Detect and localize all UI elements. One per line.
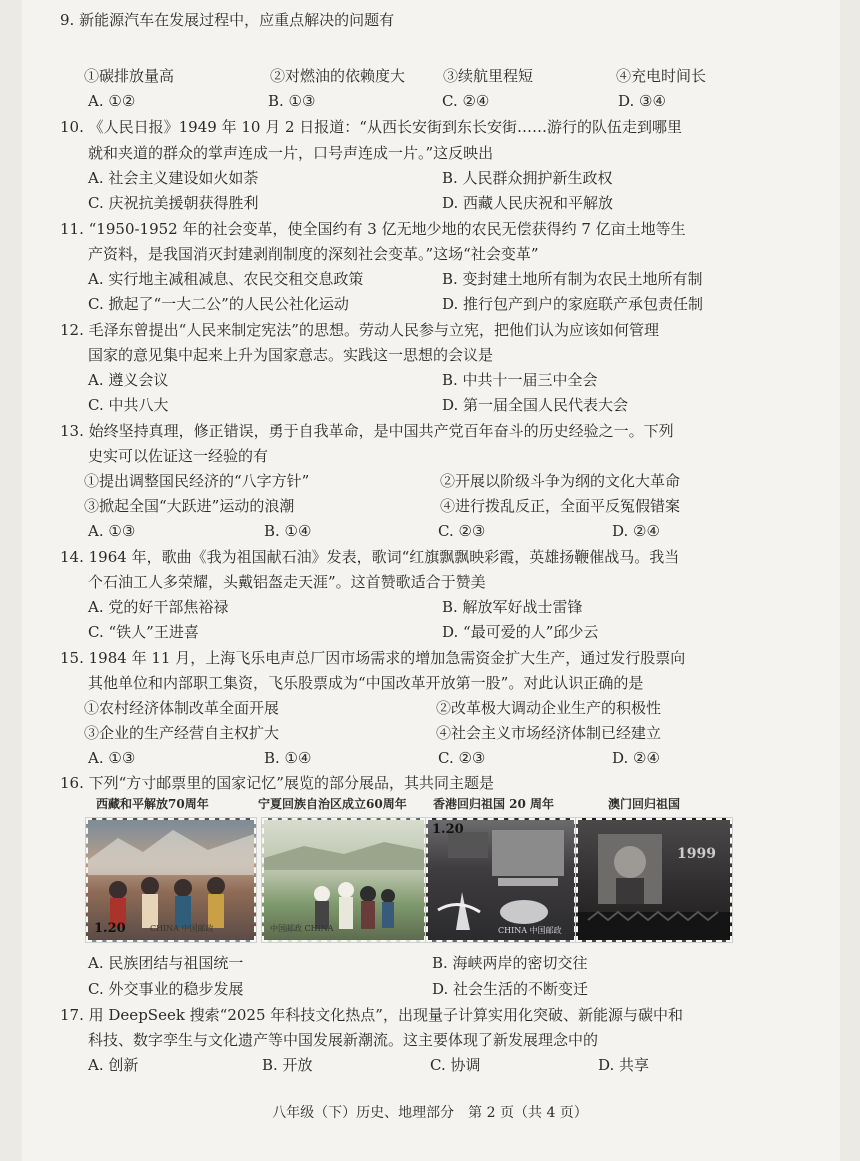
q17-option-a: A. 创新	[88, 1056, 139, 1074]
stamp-ningxia-mark: 中国邮政 CHINA	[270, 924, 334, 933]
question-11-stem: 11. “1950-1952 年的社会变革，使全国约有 3 亿无地少地的农民无偿获得约 7 亿亩土地等生	[60, 220, 686, 238]
q9-item-1: ①碳排放量高	[84, 67, 175, 85]
stamp-caption-hongkong: 香港回归祖国 20 周年	[433, 797, 555, 811]
question-13-stem: 13. 始终坚持真理，修正错误，勇于自我革命，是中国共产党百年奋斗的历史经验之一。下列	[60, 422, 674, 440]
stamp-hongkong-denomination: 1.20	[432, 822, 464, 837]
q17-option-d: D. 共享	[598, 1056, 650, 1074]
stamp-hongkong-image	[426, 818, 576, 942]
q10-option-a: A. 社会主义建设如火如荼	[88, 169, 259, 187]
question-16-stem: 16. 下列“方寸邮票里的国家记忆”展览的部分展品，其共同主题是	[60, 774, 494, 792]
q14-option-c: C. “铁人”王进喜	[88, 623, 199, 641]
q12-option-b: B. 中共十一届三中全会	[442, 371, 598, 389]
q12-option-d: D. 第一届全国人民代表大会	[442, 396, 629, 414]
q11-stem-line-2: 产资料，是我国消灭封建剥削制度的深刻社会变革。”这场“社会变革”	[88, 245, 539, 263]
q11-option-b: B. 变封建土地所有制为农民土地所有制	[442, 270, 703, 288]
q10-option-d: D. 西藏人民庆祝和平解放	[442, 194, 614, 212]
q15-item-2: ②改革极大调动企业生产的积极性	[436, 699, 662, 717]
q13-option-c: C. ②③	[438, 522, 486, 540]
q13-item-1: ①提出调整国民经济的“八字方针”	[84, 472, 310, 490]
q9-option-b: B. ①③	[268, 92, 316, 110]
q9-option-d: D. ③④	[618, 92, 666, 110]
q13-item-3: ③掀起全国“大跃进”运动的浪潮	[84, 497, 295, 515]
question-12-stem: 12. 毛泽东曾提出“人民来制定宪法”的思想。劳动人民参与立宪，把他们认为应该如何管理	[60, 321, 659, 339]
stamp-tibet-image	[86, 818, 256, 942]
q11-option-c: C. 掀起了“一大二公”的人民公社化运动	[88, 295, 349, 313]
q15-item-1: ①农村经济体制改革全面开展	[84, 699, 280, 717]
q15-option-b: B. ①④	[264, 749, 312, 767]
q17-stem-line-2: 科技、数字孪生与文化遗产等中国发展新潮流。这主要体现了新发展理念中的	[88, 1031, 599, 1049]
question-15-stem: 15. 1984 年 11 月，上海飞乐电声总厂因市场需求的增加急需资金扩大生产，通过发行股票向	[60, 649, 686, 667]
question-14-stem: 14. 1964 年，歌曲《我为祖国献石油》发表，歌词“红旗飘飘映彩霞，英雄扬鞭催战马。我当	[60, 548, 680, 566]
q13-item-2: ②开展以阶级斗争为纲的文化大革命	[440, 472, 681, 490]
q14-option-a: A. 党的好干部焦裕禄	[88, 598, 229, 616]
q15-option-a: A. ①③	[88, 749, 136, 767]
q10-stem-line-2: 就和夹道的群众的掌声连成一片，口号声连成一片。”这反映出	[88, 144, 494, 162]
q15-option-d: D. ②④	[612, 749, 660, 767]
q15-item-4: ④社会主义市场经济体制已经建立	[436, 724, 662, 742]
q14-option-d: D. “最可爱的人”邱少云	[442, 623, 599, 641]
stamp-caption-macau: 澳门回归祖国	[608, 797, 681, 811]
q12-option-a: A. 遵义会议	[88, 371, 169, 389]
q13-option-b: B. ①④	[264, 522, 312, 540]
q15-stem-line-2: 其他单位和内部职工集资，飞乐股票成为“中国改革开放第一股”。对此认识正确的是	[88, 674, 644, 692]
stamp-tibet-denomination: 1.20	[94, 921, 126, 936]
q9-item-4: ④充电时间长	[616, 67, 707, 85]
q13-option-d: D. ②④	[612, 522, 660, 540]
q16-option-b: B. 海峡两岸的密切交往	[432, 954, 588, 972]
q13-stem-line-2: 史实可以佐证这一经验的有	[88, 447, 269, 465]
stamp-macau-year: 1999	[677, 846, 716, 862]
q14-option-b: B. 解放军好战士雷锋	[442, 598, 583, 616]
stamp-caption-ningxia: 宁夏回族自治区成立60周年	[258, 797, 407, 811]
q12-option-c: C. 中共八大	[88, 396, 169, 414]
q16-option-a: A. 民族团结与祖国统一	[88, 954, 244, 972]
stamp-tibet-mark: CHINA 中国邮政	[150, 924, 214, 933]
stamp-hongkong-mark: CHINA 中国邮政	[498, 926, 562, 935]
q10-option-b: B. 人民群众拥护新生政权	[442, 169, 613, 187]
q15-item-3: ③企业的生产经营自主权扩大	[84, 724, 280, 742]
stamp-ningxia-image	[262, 818, 426, 942]
q11-option-a: A. 实行地主减租减息、农民交租交息政策	[88, 270, 364, 288]
q11-option-d: D. 推行包产到户的家庭联产承包责任制	[442, 295, 704, 313]
stamp-macau-image	[576, 818, 732, 942]
q15-option-c: C. ②③	[438, 749, 486, 767]
stamp-caption-tibet: 西藏和平解放70周年	[96, 797, 209, 811]
q17-option-b: B. 开放	[262, 1056, 313, 1074]
q16-option-d: D. 社会生活的不断变迁	[432, 980, 589, 998]
question-9-stem: 9. 新能源汽车在发展过程中，应重点解决的问题有	[60, 11, 395, 29]
q9-option-a: A. ①②	[88, 92, 136, 110]
q13-option-a: A. ①③	[88, 522, 136, 540]
q9-item-2: ②对燃油的依赖度大	[270, 67, 406, 85]
q13-item-4: ④进行拨乱反正，全面平反冤假错案	[440, 497, 681, 515]
q12-stem-line-2: 国家的意见集中起来上升为国家意志。实践这一思想的会议是	[88, 346, 494, 364]
question-10-stem: 10. 《人民日报》1949 年 10 月 2 日报道：“从西长安街到东长安街……游行的队伍走到哪里	[60, 118, 682, 136]
page-footer: 八年级（下）历史、地理部分 第 2 页（共 4 页）	[272, 1105, 588, 1121]
q9-item-3: ③续航里程短	[443, 67, 534, 85]
question-17-stem: 17. 用 DeepSeek 搜索“2025 年科技文化热点”，出现量子计算实用化突破、新能源与碳中和	[60, 1006, 683, 1024]
q10-option-c: C. 庆祝抗美援朝获得胜利	[88, 194, 259, 212]
q17-option-c: C. 协调	[430, 1056, 481, 1074]
q16-option-c: C. 外交事业的稳步发展	[88, 980, 244, 998]
q14-stem-line-2: 个石油工人多荣耀，头戴铝盔走天涯”。这首赞歌适合于赞美	[88, 573, 486, 591]
q9-option-c: C. ②④	[442, 92, 490, 110]
